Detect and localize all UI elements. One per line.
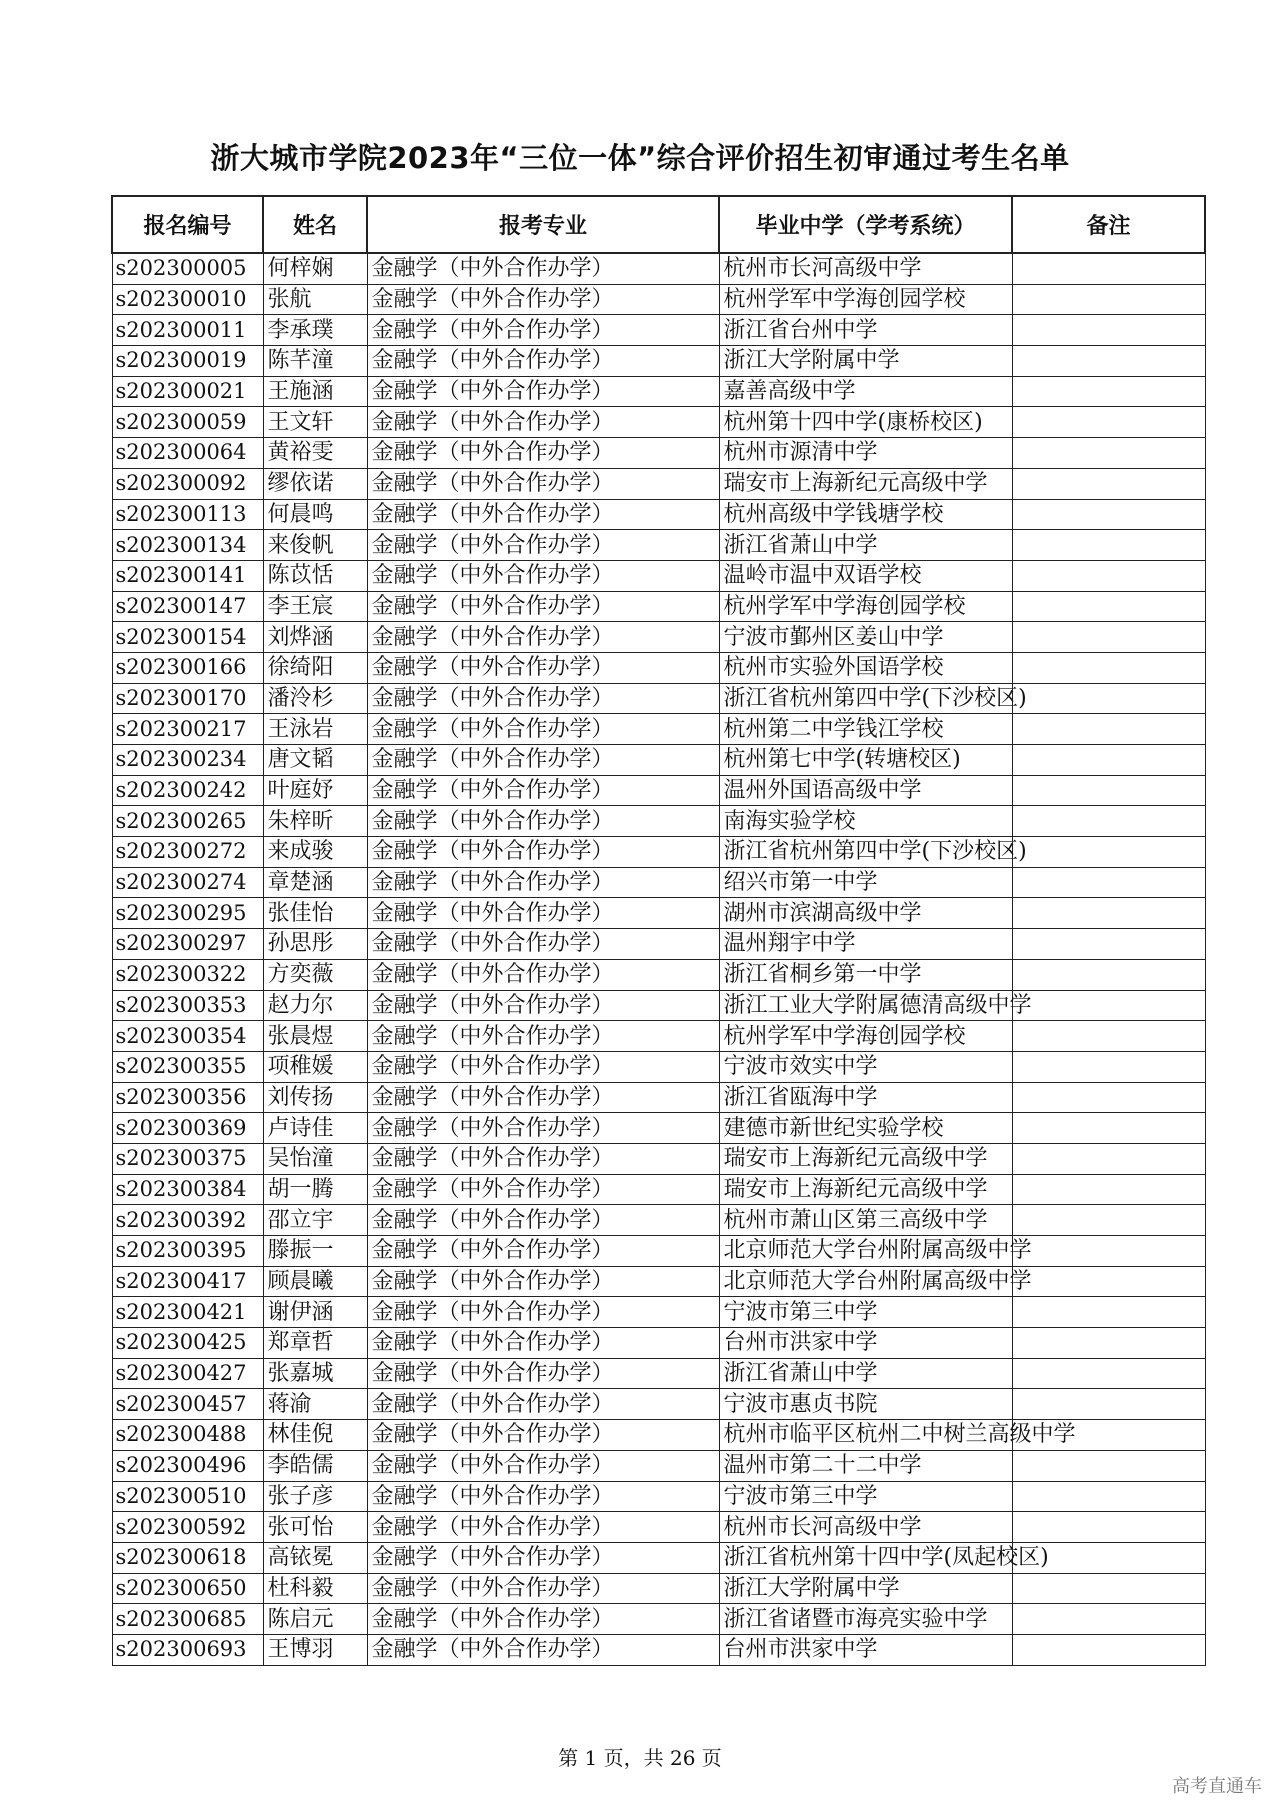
cell-name: 陈苡恬 (263, 560, 367, 591)
table-row (112, 1021, 1205, 1052)
cell-major: 金融学（中外合作办学） (367, 407, 719, 438)
cell-major: 金融学（中外合作办学） (367, 1328, 719, 1359)
cell-name: 徐绮阳 (263, 652, 367, 683)
table-row (112, 1604, 1205, 1635)
table-row (112, 560, 1205, 591)
cell-school: 浙江大学附属中学 (719, 346, 1012, 377)
cell-name: 吴怡潼 (263, 1143, 367, 1174)
cell-id: s202300064 (112, 438, 263, 469)
cell-name: 林佳倪 (263, 1420, 367, 1451)
cell-id: s202300369 (112, 1113, 263, 1144)
cell-remarks (1012, 1328, 1205, 1359)
cell-id: s202300242 (112, 775, 263, 806)
cell-name: 陈芊潼 (263, 346, 367, 377)
cell-name: 王文轩 (263, 407, 367, 438)
cell-remarks (1012, 284, 1205, 315)
cell-name: 刘烨涵 (263, 622, 367, 653)
cell-school: 杭州第二中学钱江学校 (719, 714, 1012, 745)
cell-remarks (1012, 315, 1205, 346)
cell-school: 湖州市滨湖高级中学 (719, 898, 1012, 929)
cell-school: 杭州市临平区杭州二中树兰高级中学 (719, 1420, 1012, 1451)
cell-school: 杭州学军中学海创园学校 (719, 284, 1012, 315)
cell-remarks (1012, 1174, 1205, 1205)
cell-id: s202300421 (112, 1297, 263, 1328)
table-row (112, 1450, 1205, 1481)
cell-name: 何梓娴 (263, 253, 367, 284)
cell-major: 金融学（中外合作办学） (367, 1266, 719, 1297)
cell-id: s202300685 (112, 1604, 263, 1635)
cell-major: 金融学（中外合作办学） (367, 1512, 719, 1543)
cell-id: s202300392 (112, 1205, 263, 1236)
table-row (112, 346, 1205, 377)
cell-major: 金融学（中外合作办学） (367, 1236, 719, 1267)
cell-school: 南海实验学校 (719, 806, 1012, 837)
cell-name: 张子彦 (263, 1481, 367, 1512)
cell-id: s202300322 (112, 959, 263, 990)
table-row (112, 1573, 1205, 1604)
cell-remarks (1012, 867, 1205, 898)
cell-name: 卢诗佳 (263, 1113, 367, 1144)
cell-name: 张嘉城 (263, 1358, 367, 1389)
header-school: 毕业中学（学考系统） (719, 196, 1012, 253)
cell-major: 金融学（中外合作办学） (367, 1634, 719, 1665)
table-header-row (112, 196, 1205, 253)
cell-remarks (1012, 346, 1205, 377)
cell-major: 金融学（中外合作办学） (367, 438, 719, 469)
cell-major: 金融学（中外合作办学） (367, 1021, 719, 1052)
cell-school: 温州翔宇中学 (719, 929, 1012, 960)
cell-name: 赵力尔 (263, 990, 367, 1021)
cell-remarks (1012, 468, 1205, 499)
cell-major: 金融学（中外合作办学） (367, 837, 719, 868)
cell-name: 李承璞 (263, 315, 367, 346)
cell-school: 北京师范大学台州附属高级中学 (719, 1266, 1012, 1297)
table-row (112, 867, 1205, 898)
cell-school: 台州市洪家中学 (719, 1634, 1012, 1665)
table-row (112, 591, 1205, 622)
cell-remarks (1012, 745, 1205, 776)
cell-id: s202300019 (112, 346, 263, 377)
table-row (112, 468, 1205, 499)
cell-id: s202300425 (112, 1328, 263, 1359)
cell-name: 王泳岩 (263, 714, 367, 745)
cell-id: s202300147 (112, 591, 263, 622)
cell-id: s202300650 (112, 1573, 263, 1604)
cell-name: 张可怡 (263, 1512, 367, 1543)
cell-remarks (1012, 775, 1205, 806)
cell-major: 金融学（中外合作办学） (367, 1420, 719, 1451)
header-remarks: 备注 (1012, 196, 1205, 253)
table-row (112, 898, 1205, 929)
cell-name: 何晨鸣 (263, 499, 367, 530)
cell-major: 金融学（中外合作办学） (367, 1143, 719, 1174)
cell-remarks (1012, 1573, 1205, 1604)
cell-remarks (1012, 1604, 1205, 1635)
cell-name: 刘传扬 (263, 1082, 367, 1113)
page-number: 第 1 页，共 26 页 (558, 1746, 722, 1770)
cell-remarks (1012, 959, 1205, 990)
cell-major: 金融学（中外合作办学） (367, 1481, 719, 1512)
cell-remarks (1012, 929, 1205, 960)
cell-major: 金融学（中外合作办学） (367, 315, 719, 346)
cell-id: s202300427 (112, 1358, 263, 1389)
table-row (112, 438, 1205, 469)
cell-id: s202300384 (112, 1174, 263, 1205)
cell-major: 金融学（中外合作办学） (367, 898, 719, 929)
cell-major: 金融学（中外合作办学） (367, 1389, 719, 1420)
cell-school: 台州市洪家中学 (719, 1328, 1012, 1359)
cell-name: 张航 (263, 284, 367, 315)
cell-major: 金融学（中外合作办学） (367, 806, 719, 837)
cell-name: 王博羽 (263, 1634, 367, 1665)
cell-name: 陈启元 (263, 1604, 367, 1635)
header-id: 报名编号 (112, 196, 263, 253)
cell-id: s202300170 (112, 683, 263, 714)
cell-id: s202300417 (112, 1266, 263, 1297)
table-row (112, 1634, 1205, 1665)
cell-name: 李皓儒 (263, 1450, 367, 1481)
cell-id: s202300234 (112, 745, 263, 776)
cell-id: s202300457 (112, 1389, 263, 1420)
cell-id: s202300005 (112, 253, 263, 284)
cell-major: 金融学（中外合作办学） (367, 284, 719, 315)
table-row (112, 959, 1205, 990)
cell-id: s202300011 (112, 315, 263, 346)
cell-major: 金融学（中外合作办学） (367, 1205, 719, 1236)
table-row (112, 1174, 1205, 1205)
cell-school: 浙江省杭州第四中学(下沙校区) (719, 683, 1012, 714)
cell-school: 杭州第七中学(转塘校区) (719, 745, 1012, 776)
cell-id: s202300510 (112, 1481, 263, 1512)
cell-remarks (1012, 1205, 1205, 1236)
cell-name: 叶庭妤 (263, 775, 367, 806)
table-row (112, 837, 1205, 868)
cell-remarks (1012, 1634, 1205, 1665)
cell-school: 温州市第二十二中学 (719, 1450, 1012, 1481)
cell-school: 浙江省台州中学 (719, 315, 1012, 346)
cell-remarks (1012, 1021, 1205, 1052)
cell-school: 建德市新世纪实验学校 (719, 1113, 1012, 1144)
cell-name: 邵立宇 (263, 1205, 367, 1236)
cell-remarks (1012, 1082, 1205, 1113)
cell-remarks (1012, 652, 1205, 683)
table-row (112, 622, 1205, 653)
table-row (112, 1143, 1205, 1174)
table-row (112, 1266, 1205, 1297)
cell-id: s202300154 (112, 622, 263, 653)
cell-id: s202300295 (112, 898, 263, 929)
cell-school: 杭州市长河高级中学 (719, 253, 1012, 284)
cell-id: s202300353 (112, 990, 263, 1021)
candidate-table (111, 195, 1206, 1666)
cell-remarks (1012, 560, 1205, 591)
table-row (112, 990, 1205, 1021)
cell-id: s202300618 (112, 1542, 263, 1573)
cell-remarks (1012, 1113, 1205, 1144)
cell-id: s202300092 (112, 468, 263, 499)
cell-id: s202300217 (112, 714, 263, 745)
cell-remarks (1012, 438, 1205, 469)
cell-major: 金融学（中外合作办学） (367, 499, 719, 530)
cell-id: s202300693 (112, 1634, 263, 1665)
table-row (112, 1420, 1205, 1451)
table-row (112, 1512, 1205, 1543)
table-row (112, 253, 1205, 284)
cell-name: 方奕薇 (263, 959, 367, 990)
cell-id: s202300496 (112, 1450, 263, 1481)
cell-remarks (1012, 1481, 1205, 1512)
cell-school: 北京师范大学台州附属高级中学 (719, 1236, 1012, 1267)
cell-name: 蒋渝 (263, 1389, 367, 1420)
cell-name: 来俊帆 (263, 530, 367, 561)
cell-major: 金融学（中外合作办学） (367, 1450, 719, 1481)
table-row (112, 745, 1205, 776)
table-row (112, 1542, 1205, 1573)
cell-id: s202300010 (112, 284, 263, 315)
cell-school: 浙江省瓯海中学 (719, 1082, 1012, 1113)
cell-school: 宁波市效实中学 (719, 1051, 1012, 1082)
table-row (112, 499, 1205, 530)
cell-name: 胡一腾 (263, 1174, 367, 1205)
table-row (112, 1328, 1205, 1359)
cell-name: 张佳怡 (263, 898, 367, 929)
cell-name: 谢伊涵 (263, 1297, 367, 1328)
cell-school: 浙江省诸暨市海亮实验中学 (719, 1604, 1012, 1635)
cell-remarks (1012, 714, 1205, 745)
table-row (112, 1297, 1205, 1328)
cell-remarks (1012, 1389, 1205, 1420)
cell-school: 浙江工业大学附属德清高级中学 (719, 990, 1012, 1021)
cell-major: 金融学（中外合作办学） (367, 990, 719, 1021)
table-row (112, 1051, 1205, 1082)
cell-name: 缪依诺 (263, 468, 367, 499)
cell-school: 宁波市第三中学 (719, 1481, 1012, 1512)
cell-school: 温州外国语高级中学 (719, 775, 1012, 806)
cell-school: 温岭市温中双语学校 (719, 560, 1012, 591)
cell-major: 金融学（中外合作办学） (367, 867, 719, 898)
cell-name: 张晨煜 (263, 1021, 367, 1052)
cell-major: 金融学（中外合作办学） (367, 1358, 719, 1389)
cell-school: 杭州学军中学海创园学校 (719, 1021, 1012, 1052)
cell-name: 顾晨曦 (263, 1266, 367, 1297)
cell-remarks (1012, 376, 1205, 407)
cell-remarks (1012, 837, 1205, 868)
cell-school: 浙江省萧山中学 (719, 530, 1012, 561)
cell-name: 高铱冕 (263, 1542, 367, 1573)
cell-id: s202300113 (112, 499, 263, 530)
cell-remarks (1012, 1266, 1205, 1297)
cell-remarks (1012, 683, 1205, 714)
table-row (112, 1481, 1205, 1512)
cell-remarks (1012, 1051, 1205, 1082)
cell-name: 王施涵 (263, 376, 367, 407)
cell-id: s202300395 (112, 1236, 263, 1267)
cell-name: 李王宸 (263, 591, 367, 622)
cell-remarks (1012, 1143, 1205, 1174)
cell-remarks (1012, 1512, 1205, 1543)
cell-remarks (1012, 499, 1205, 530)
cell-school: 宁波市第三中学 (719, 1297, 1012, 1328)
cell-name: 郑章哲 (263, 1328, 367, 1359)
cell-school: 杭州第十四中学(康桥校区) (719, 407, 1012, 438)
cell-id: s202300488 (112, 1420, 263, 1451)
cell-school: 绍兴市第一中学 (719, 867, 1012, 898)
cell-major: 金融学（中外合作办学） (367, 929, 719, 960)
page-title: 浙大城市学院2023年“三位一体”综合评价招生初审通过考生名单 (210, 141, 1070, 175)
cell-school: 宁波市惠贞书院 (719, 1389, 1012, 1420)
cell-major: 金融学（中外合作办学） (367, 745, 719, 776)
header-name: 姓名 (263, 196, 367, 253)
table-row (112, 775, 1205, 806)
cell-school: 浙江省桐乡第一中学 (719, 959, 1012, 990)
cell-school: 瑞安市上海新纪元高级中学 (719, 468, 1012, 499)
cell-name: 滕振一 (263, 1236, 367, 1267)
cell-school: 浙江大学附属中学 (719, 1573, 1012, 1604)
cell-remarks (1012, 898, 1205, 929)
cell-id: s202300354 (112, 1021, 263, 1052)
cell-major: 金融学（中外合作办学） (367, 1174, 719, 1205)
cell-id: s202300166 (112, 652, 263, 683)
cell-id: s202300592 (112, 1512, 263, 1543)
table-row (112, 284, 1205, 315)
cell-school: 杭州市长河高级中学 (719, 1512, 1012, 1543)
cell-remarks (1012, 1358, 1205, 1389)
cell-major: 金融学（中外合作办学） (367, 1113, 719, 1144)
cell-major: 金融学（中外合作办学） (367, 346, 719, 377)
cell-major: 金融学（中外合作办学） (367, 253, 719, 284)
cell-remarks (1012, 407, 1205, 438)
cell-school: 杭州高级中学钱塘学校 (719, 499, 1012, 530)
cell-id: s202300356 (112, 1082, 263, 1113)
cell-major: 金融学（中外合作办学） (367, 376, 719, 407)
cell-remarks (1012, 1450, 1205, 1481)
table-row (112, 530, 1205, 561)
cell-major: 金融学（中外合作办学） (367, 622, 719, 653)
cell-school: 杭州学军中学海创园学校 (719, 591, 1012, 622)
cell-id: s202300297 (112, 929, 263, 960)
cell-id: s202300274 (112, 867, 263, 898)
watermark: 高考直通车 (1172, 1776, 1262, 1797)
table-row (112, 652, 1205, 683)
table-row (112, 1082, 1205, 1113)
cell-school: 瑞安市上海新纪元高级中学 (719, 1174, 1012, 1205)
cell-school: 瑞安市上海新纪元高级中学 (719, 1143, 1012, 1174)
cell-id: s202300265 (112, 806, 263, 837)
cell-school: 宁波市鄞州区姜山中学 (719, 622, 1012, 653)
cell-id: s202300355 (112, 1051, 263, 1082)
cell-name: 黄裕雯 (263, 438, 367, 469)
table-row (112, 806, 1205, 837)
cell-id: s202300272 (112, 837, 263, 868)
cell-remarks (1012, 622, 1205, 653)
table-row (112, 1113, 1205, 1144)
table-row (112, 376, 1205, 407)
cell-major: 金融学（中外合作办学） (367, 959, 719, 990)
table-row (112, 315, 1205, 346)
cell-remarks (1012, 990, 1205, 1021)
header-major: 报考专业 (367, 196, 719, 253)
table-row (112, 1205, 1205, 1236)
cell-name: 项稚媛 (263, 1051, 367, 1082)
cell-major: 金融学（中外合作办学） (367, 1604, 719, 1635)
cell-school: 杭州市源清中学 (719, 438, 1012, 469)
table-row (112, 1236, 1205, 1267)
cell-name: 来成骏 (263, 837, 367, 868)
cell-major: 金融学（中外合作办学） (367, 560, 719, 591)
cell-id: s202300059 (112, 407, 263, 438)
cell-name: 潘泠杉 (263, 683, 367, 714)
cell-school: 杭州市实验外国语学校 (719, 652, 1012, 683)
cell-major: 金融学（中外合作办学） (367, 468, 719, 499)
cell-major: 金融学（中外合作办学） (367, 652, 719, 683)
cell-school: 浙江省杭州第四中学(下沙校区) (719, 837, 1012, 868)
cell-id: s202300375 (112, 1143, 263, 1174)
cell-id: s202300021 (112, 376, 263, 407)
cell-remarks (1012, 591, 1205, 622)
cell-remarks (1012, 253, 1205, 284)
cell-id: s202300141 (112, 560, 263, 591)
table-row (112, 407, 1205, 438)
cell-major: 金融学（中外合作办学） (367, 1542, 719, 1573)
cell-school: 杭州市萧山区第三高级中学 (719, 1205, 1012, 1236)
table-row (112, 683, 1205, 714)
cell-remarks (1012, 530, 1205, 561)
cell-major: 金融学（中外合作办学） (367, 1297, 719, 1328)
cell-major: 金融学（中外合作办学） (367, 530, 719, 561)
cell-school: 浙江省杭州第十四中学(凤起校区) (719, 1542, 1012, 1573)
cell-school: 嘉善高级中学 (719, 376, 1012, 407)
cell-major: 金融学（中外合作办学） (367, 1082, 719, 1113)
cell-name: 章楚涵 (263, 867, 367, 898)
cell-major: 金融学（中外合作办学） (367, 591, 719, 622)
cell-name: 朱梓昕 (263, 806, 367, 837)
cell-remarks (1012, 806, 1205, 837)
table-row (112, 1389, 1205, 1420)
cell-remarks (1012, 1236, 1205, 1267)
cell-name: 孙思彤 (263, 929, 367, 960)
table-row (112, 714, 1205, 745)
cell-major: 金融学（中外合作办学） (367, 1051, 719, 1082)
cell-remarks (1012, 1297, 1205, 1328)
cell-name: 唐文韬 (263, 745, 367, 776)
cell-id: s202300134 (112, 530, 263, 561)
table-row (112, 1358, 1205, 1389)
table-row (112, 929, 1205, 960)
cell-major: 金融学（中外合作办学） (367, 683, 719, 714)
cell-school: 浙江省萧山中学 (719, 1358, 1012, 1389)
cell-major: 金融学（中外合作办学） (367, 714, 719, 745)
cell-major: 金融学（中外合作办学） (367, 775, 719, 806)
cell-name: 杜科毅 (263, 1573, 367, 1604)
cell-major: 金融学（中外合作办学） (367, 1573, 719, 1604)
